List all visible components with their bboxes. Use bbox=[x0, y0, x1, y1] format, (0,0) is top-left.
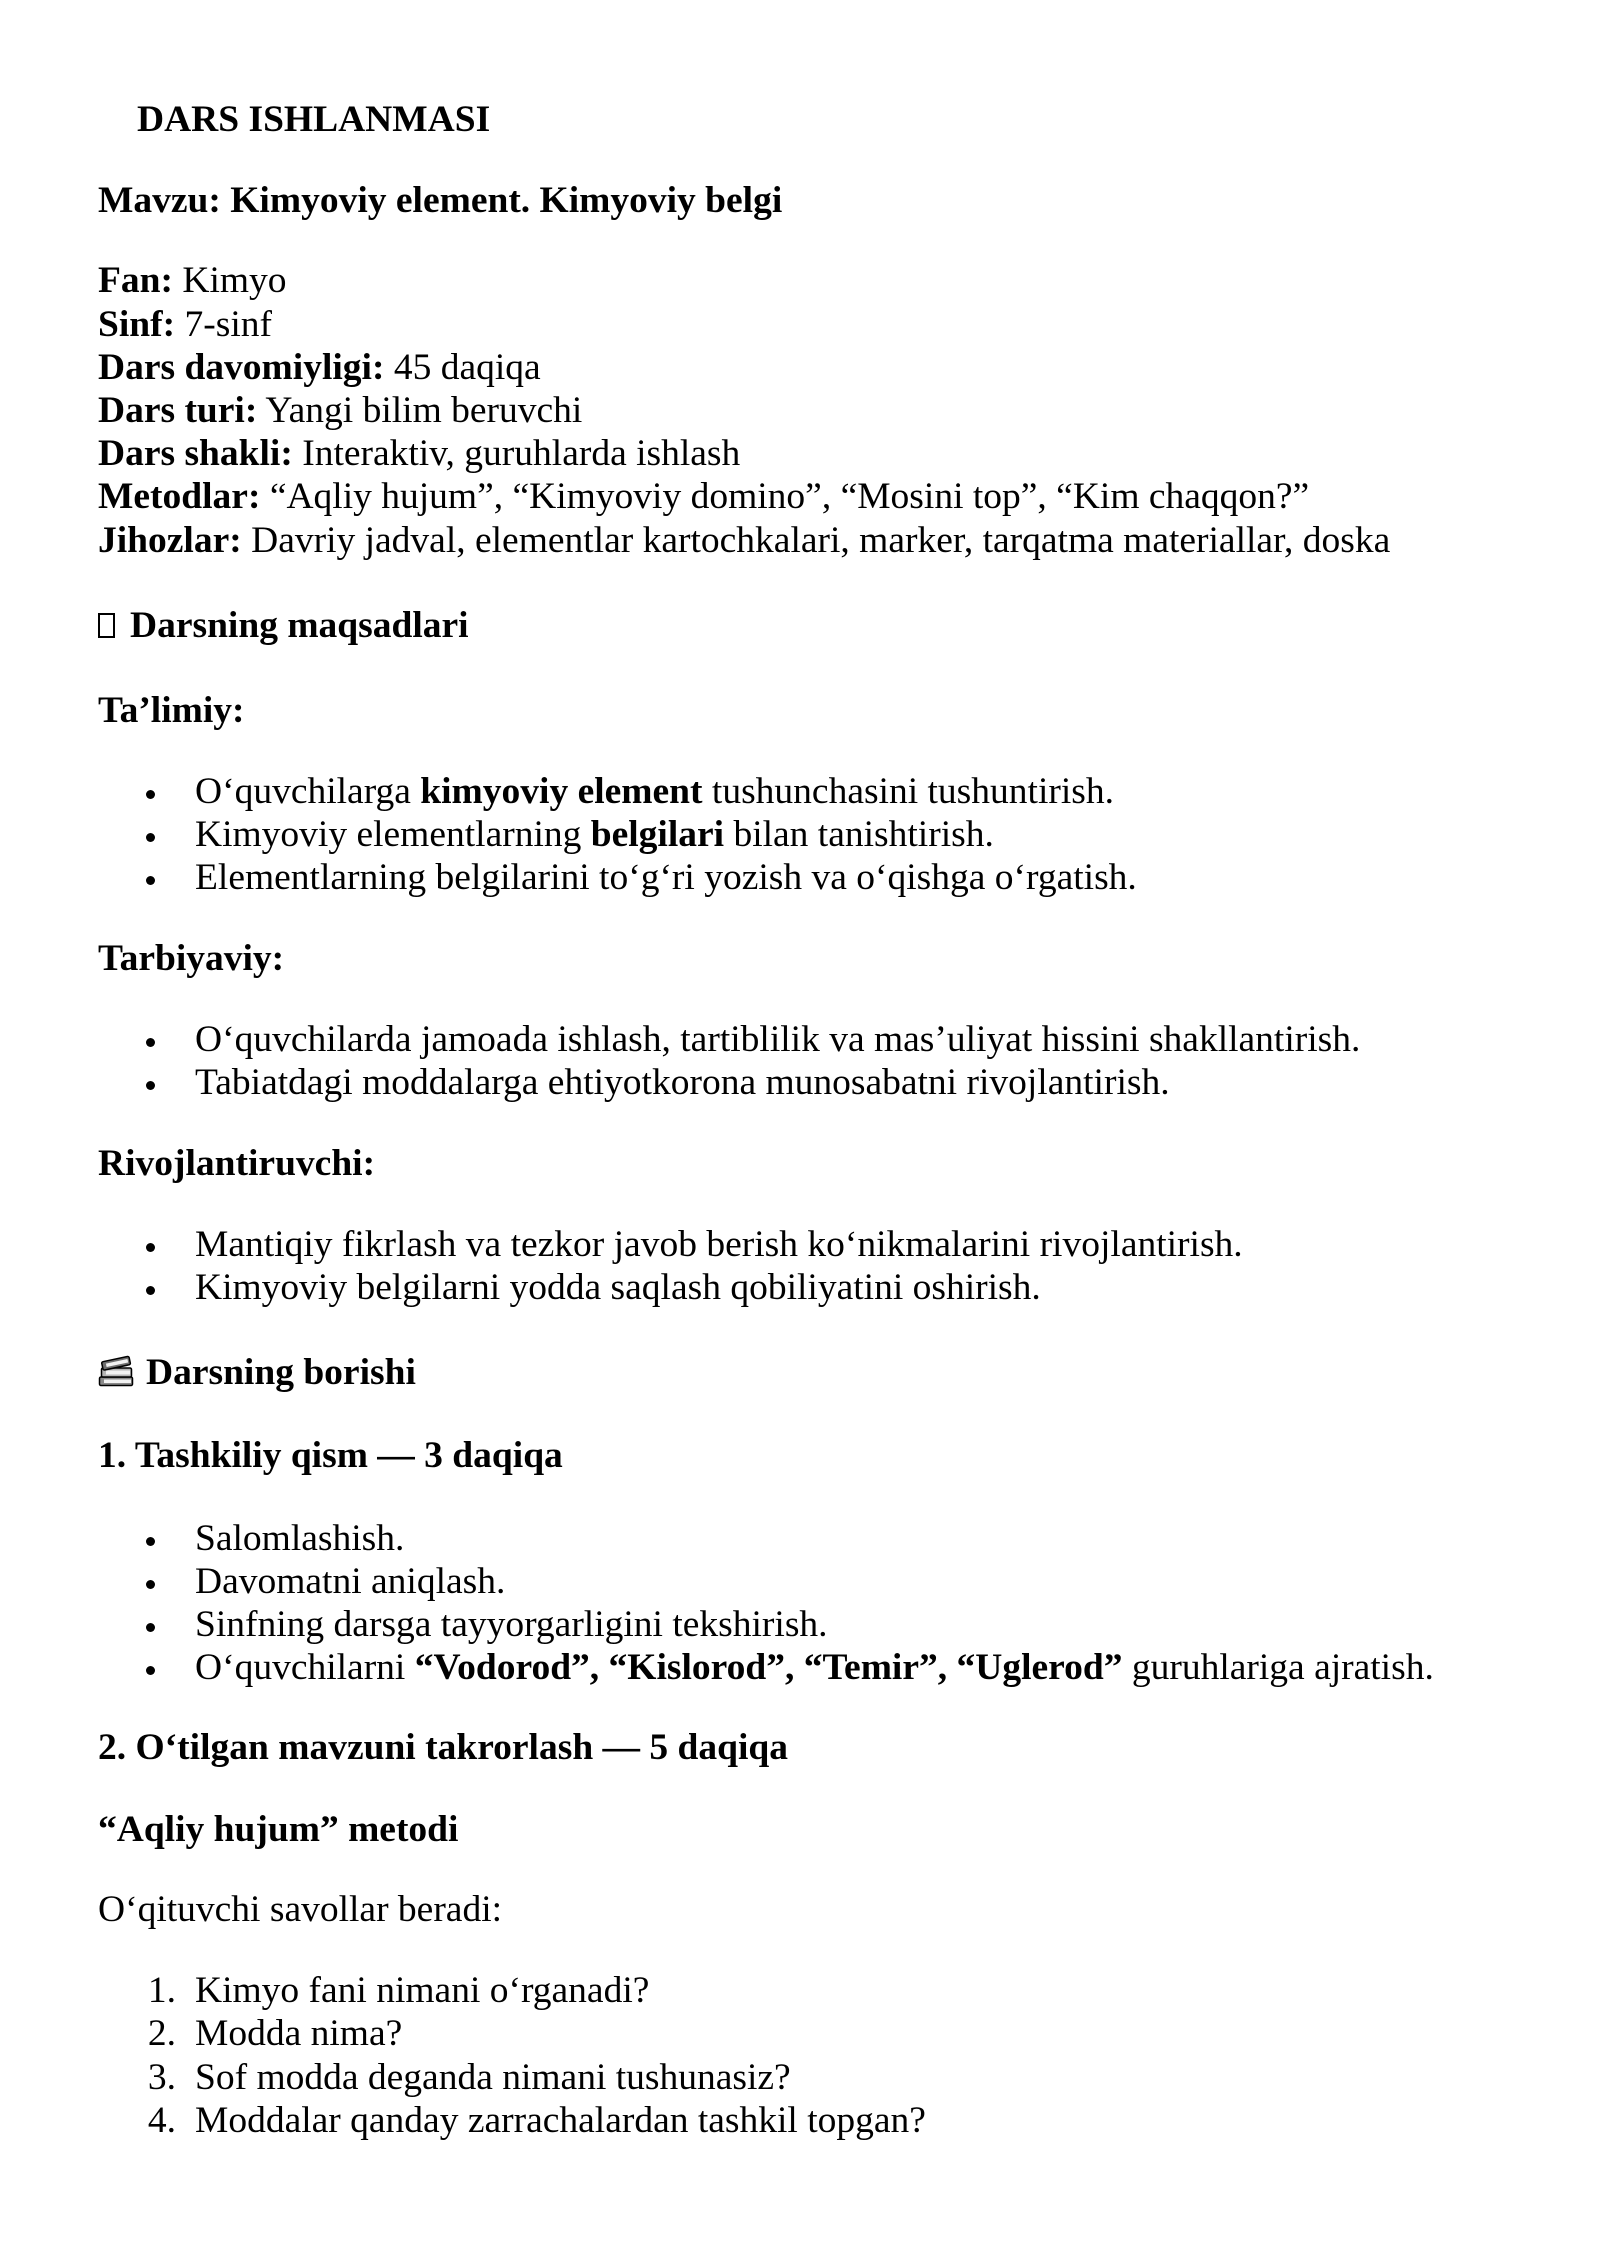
info-value: Yangi bilim beruvchi bbox=[265, 390, 583, 432]
bullet-icon bbox=[146, 1666, 155, 1675]
bullet-icon bbox=[146, 1243, 155, 1252]
list-item-text: O‘quvchilarni bbox=[195, 1647, 406, 1689]
info-row-grade bbox=[98, 303, 1600, 346]
missing-glyph-icon bbox=[98, 613, 115, 638]
process-heading bbox=[98, 1351, 1600, 1394]
info-row-equipment bbox=[98, 519, 1600, 562]
question-text: Sof modda deganda nimani tushunasiz? bbox=[195, 2056, 791, 2098]
info-label: Fan: bbox=[98, 260, 173, 302]
bullet-icon bbox=[146, 1537, 155, 1546]
info-row-methods bbox=[98, 475, 1600, 518]
step-2-heading: 2. O‘tilgan mavzuni takrorlash — 5 daqiqa bbox=[98, 1726, 789, 1768]
list-item bbox=[98, 1223, 1600, 1266]
question-text: Kimyo fani nimani o‘rganadi? bbox=[195, 1970, 650, 2012]
list-item-text: Davomatni aniqlash. bbox=[195, 1560, 506, 1602]
list-item-text: Kimyoviy belgilarni yodda saqlash qobiliyatini oshirish. bbox=[195, 1266, 1041, 1308]
info-label: Sinf: bbox=[98, 303, 176, 345]
bullet-icon bbox=[146, 1081, 155, 1090]
info-value: 45 daqiqa bbox=[393, 346, 541, 388]
upbringing-goals-list bbox=[98, 1018, 1600, 1104]
list-item-text: O‘quvchilarga bbox=[195, 770, 411, 812]
list-item-bold-text: belgilari bbox=[590, 814, 725, 856]
goals-heading-text: Darsning maqsadlari bbox=[130, 604, 469, 646]
list-item bbox=[98, 856, 1600, 899]
list-item-text: Sinfning darsga tayyorgarligini tekshirish. bbox=[195, 1603, 828, 1645]
bullet-icon bbox=[146, 1623, 155, 1632]
numbered-item bbox=[98, 1969, 1600, 2012]
info-value: “Aqliy hujum”, “Kimyoviy domino”, “Mosini top”, “Kim chaqqon?” bbox=[269, 476, 1310, 518]
lesson-info bbox=[98, 259, 1600, 561]
bullet-icon bbox=[146, 1580, 155, 1589]
list-item bbox=[98, 1061, 1600, 1104]
developmental-goals-list bbox=[98, 1223, 1600, 1309]
info-row-lesson-form bbox=[98, 432, 1600, 475]
goals-heading bbox=[98, 604, 1600, 647]
numbered-item bbox=[98, 2099, 1600, 2142]
numbered-item bbox=[98, 2056, 1600, 2099]
bullet-icon bbox=[146, 876, 155, 885]
list-item-text: Mantiqiy fikrlash va tezkor javob berish ko‘nikmalarini rivojlantirish. bbox=[195, 1223, 1243, 1265]
list-item-text: Salomlashish. bbox=[195, 1517, 405, 1559]
info-label: Jihozlar: bbox=[98, 519, 242, 561]
list-item bbox=[98, 1517, 1600, 1560]
list-item-text: tushunchasini tushuntirish. bbox=[711, 770, 1114, 812]
lesson-topic: Mavzu: Kimyoviy element. Kimyoviy belgi bbox=[98, 179, 783, 221]
question-text: Modda nima? bbox=[195, 2013, 403, 2055]
list-item bbox=[98, 770, 1600, 813]
info-value: Kimyo bbox=[182, 260, 287, 302]
list-item bbox=[98, 1560, 1600, 1603]
teacher-intro: O‘qituvchi savollar beradi: bbox=[98, 1889, 503, 1931]
info-value: Interaktiv, guruhlarda ishlash bbox=[302, 433, 741, 475]
list-item bbox=[98, 1018, 1600, 1061]
info-label: Dars turi: bbox=[98, 390, 258, 432]
item-number: 4. bbox=[147, 2099, 176, 2141]
section-heading-upbringing: Tarbiyaviy: bbox=[98, 937, 285, 979]
page-title: DARS ISHLANMASI bbox=[137, 99, 491, 140]
info-value: 7-sinf bbox=[184, 303, 272, 345]
list-item-text: bilan tanishtirish. bbox=[733, 814, 994, 856]
item-number: 1. bbox=[147, 1970, 176, 2012]
info-row-subject bbox=[98, 259, 1600, 302]
info-value: Davriy jadval, elementlar kartochkalari, marker, tarqatma materiallar, doska bbox=[251, 519, 1391, 561]
educational-goals-list bbox=[98, 770, 1600, 900]
info-row-duration bbox=[98, 346, 1600, 389]
bullet-icon bbox=[146, 790, 155, 799]
section-heading-developmental: Rivojlantiruvchi: bbox=[98, 1142, 376, 1184]
list-item bbox=[98, 1603, 1600, 1646]
bullet-icon bbox=[146, 1038, 155, 1047]
item-number: 2. bbox=[147, 2013, 176, 2055]
list-item-text: guruhlariga ajratish. bbox=[1131, 1647, 1434, 1689]
process-heading-text: Darsning borishi bbox=[146, 1351, 416, 1393]
info-row-lesson-type bbox=[98, 389, 1600, 432]
step-1-heading: 1. Tashkiliy qism — 3 daqiqa bbox=[98, 1435, 563, 1477]
list-item-text: O‘quvchilarda jamoada ishlash, tartiblilik va mas’uliyat hissini shakllantirish. bbox=[195, 1018, 1361, 1060]
numbered-item bbox=[98, 2012, 1600, 2055]
info-label: Metodlar: bbox=[98, 476, 261, 518]
section-heading-educational: Ta’limiy: bbox=[98, 690, 245, 732]
list-item bbox=[98, 813, 1600, 856]
info-label: Dars shakli: bbox=[98, 433, 293, 475]
question-text: Moddalar qanday zarrachalardan tashkil topgan? bbox=[195, 2099, 926, 2141]
method-heading: “Aqliy hujum” metodi bbox=[98, 1808, 459, 1850]
questions-list bbox=[98, 1969, 1600, 2142]
bullet-icon bbox=[146, 1286, 155, 1295]
list-item-bold-text: “Vodorod”, “Kislorod”, “Temir”, “Uglerod” bbox=[414, 1647, 1123, 1689]
list-item-text: Tabiatdagi moddalarga ehtiyotkorona munosabatni rivojlantirish. bbox=[195, 1061, 1170, 1103]
item-number: 3. bbox=[147, 2056, 176, 2098]
info-label: Dars davomiyligi: bbox=[98, 346, 385, 388]
list-item-text: Elementlarning belgilarini to‘g‘ri yozish va o‘qishga o‘rgatish. bbox=[195, 857, 1137, 899]
bullet-icon bbox=[146, 833, 155, 842]
list-item-bold-text: kimyoviy element bbox=[420, 770, 703, 812]
list-item bbox=[98, 1266, 1600, 1309]
step-1-list bbox=[98, 1517, 1600, 1690]
list-item bbox=[98, 1646, 1600, 1689]
list-item-text: Kimyoviy elementlarning bbox=[195, 814, 582, 856]
books-icon bbox=[98, 1354, 135, 1387]
